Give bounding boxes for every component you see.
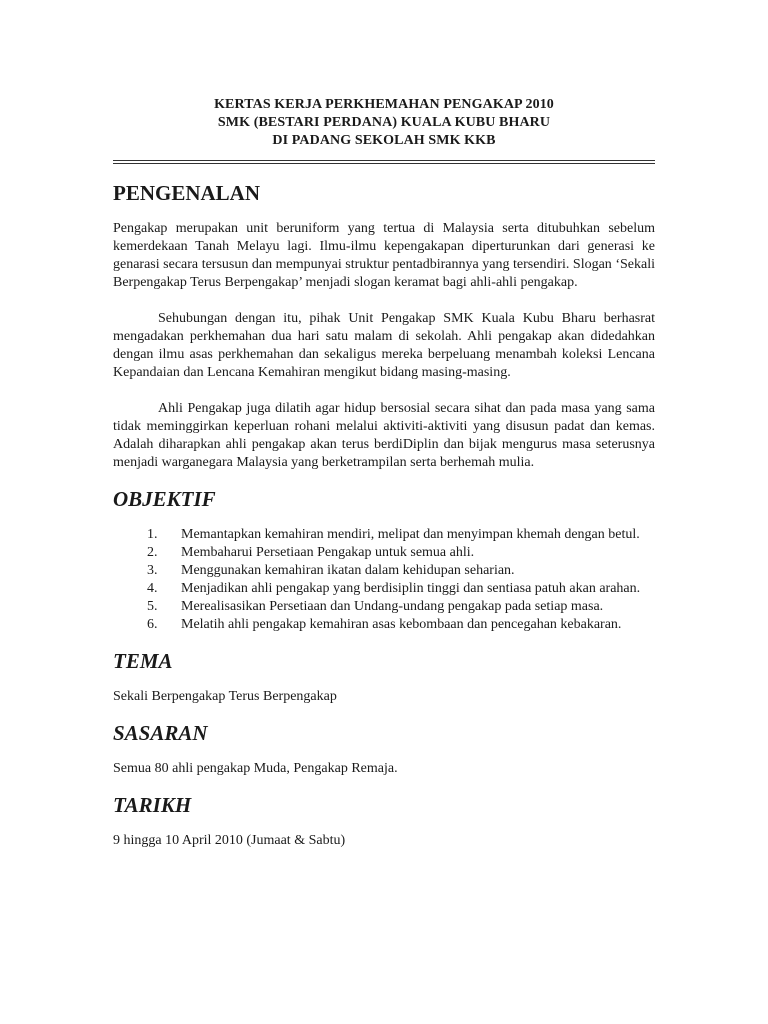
- pengenalan-paragraph-3: Ahli Pengakap juga dilatih agar hidup bersosial secara sihat dan pada masa yang sama tidak meminggirkan keperluan rohani melalui aktiviti-aktiviti yang disusun padat dan kemas. Adalah diharapkan ahli pengakap akan terus berdiDiplin dan bijak mengurus masa seterusnya menjadi warganegara Malaysia yang berketrampilan serta berhemah mulia.: [113, 401, 655, 470]
- title-line-3: DI PADANG SEKOLAH SMK KKB: [272, 133, 496, 148]
- heading-tarikh: TARIKH: [113, 793, 192, 817]
- heading-tema: TEMA: [113, 649, 173, 673]
- list-item-number: 5.: [147, 599, 158, 614]
- tema-text: Sekali Berpengakap Terus Berpengakap: [113, 689, 337, 704]
- pengenalan-paragraph-1: Pengakap merupakan unit beruniform yang tertua di Malaysia serta ditubuhkan sebelum kemerdekaan Tanah Melayu lagi. Ilmu-ilmu kepengakapan diperturunkan dari generasi ke genarasi secara tersusun dan mempunyai struktur pentadbirannya yang tersendiri. Slogan ‘Sekali Berpengakap Terus Berpengakap’ menjadi slogan keramat bagi ahli-ahli pengakap.: [113, 221, 655, 290]
- heading-sasaran: SASARAN: [113, 721, 208, 745]
- sasaran-text: Semua 80 ahli pengakap Muda, Pengakap Remaja.: [113, 761, 398, 776]
- title-line-2: SMK (BESTARI PERDANA) KUALA KUBU BHARU: [217, 115, 551, 130]
- list-item-text: Menjadikan ahli pengakap yang berdisiplin tinggi dan sentiasa patuh akan arahan.: [181, 581, 641, 596]
- list-item-number: 1.: [147, 527, 158, 542]
- list-item-text: Menggunakan kemahiran ikatan dalam kehidupan seharian.: [181, 563, 515, 578]
- list-item-number: 4.: [147, 581, 158, 596]
- list-item-number: 2.: [147, 545, 158, 560]
- document-page: [113, 96, 655, 850]
- heading-objektif: OBJEKTIF: [113, 487, 216, 511]
- list-item-number: 6.: [147, 617, 158, 632]
- objectives-list: [113, 526, 655, 634]
- list-item: [113, 616, 655, 634]
- list-item: [113, 544, 655, 562]
- list-item: [113, 526, 655, 544]
- list-item-text: Memantapkan kemahiran mendiri, melipat dan menyimpan khemah dengan betul.: [181, 527, 640, 542]
- document-title: [113, 96, 655, 150]
- list-item: [113, 580, 655, 598]
- pengenalan-paragraph-2: Sehubungan dengan itu, pihak Unit Pengakap SMK Kuala Kubu Bharu berhasrat mengadakan perkhemahan dua hari satu malam di sekolah. Ahli pengakap akan didedahkan dengan ilmu asas perkhemahan dan sekaligus mereka berpeluang menambah koleksi Lencana Kepandaian dan Lencana Kemahiran mengikut bidang masing-masing.: [113, 311, 655, 380]
- list-item-text: Melatih ahli pengakap kemahiran asas kebombaan dan pencegahan kebakaran.: [181, 617, 622, 632]
- tarikh-text: 9 hingga 10 April 2010 (Jumaat & Sabtu): [113, 833, 346, 848]
- list-item-text: Membaharui Persetiaan Pengakap untuk semua ahli.: [181, 545, 475, 560]
- list-item: [113, 598, 655, 616]
- title-line-1: KERTAS KERJA PERKHEMAHAN PENGAKAP 2010: [214, 97, 554, 112]
- heading-pengenalan: PENGENALAN: [113, 181, 261, 205]
- list-item-text: Merealisasikan Persetiaan dan Undang-undang pengakap pada setiap masa.: [181, 599, 604, 614]
- list-item: [113, 562, 655, 580]
- list-item-number: 3.: [147, 563, 158, 578]
